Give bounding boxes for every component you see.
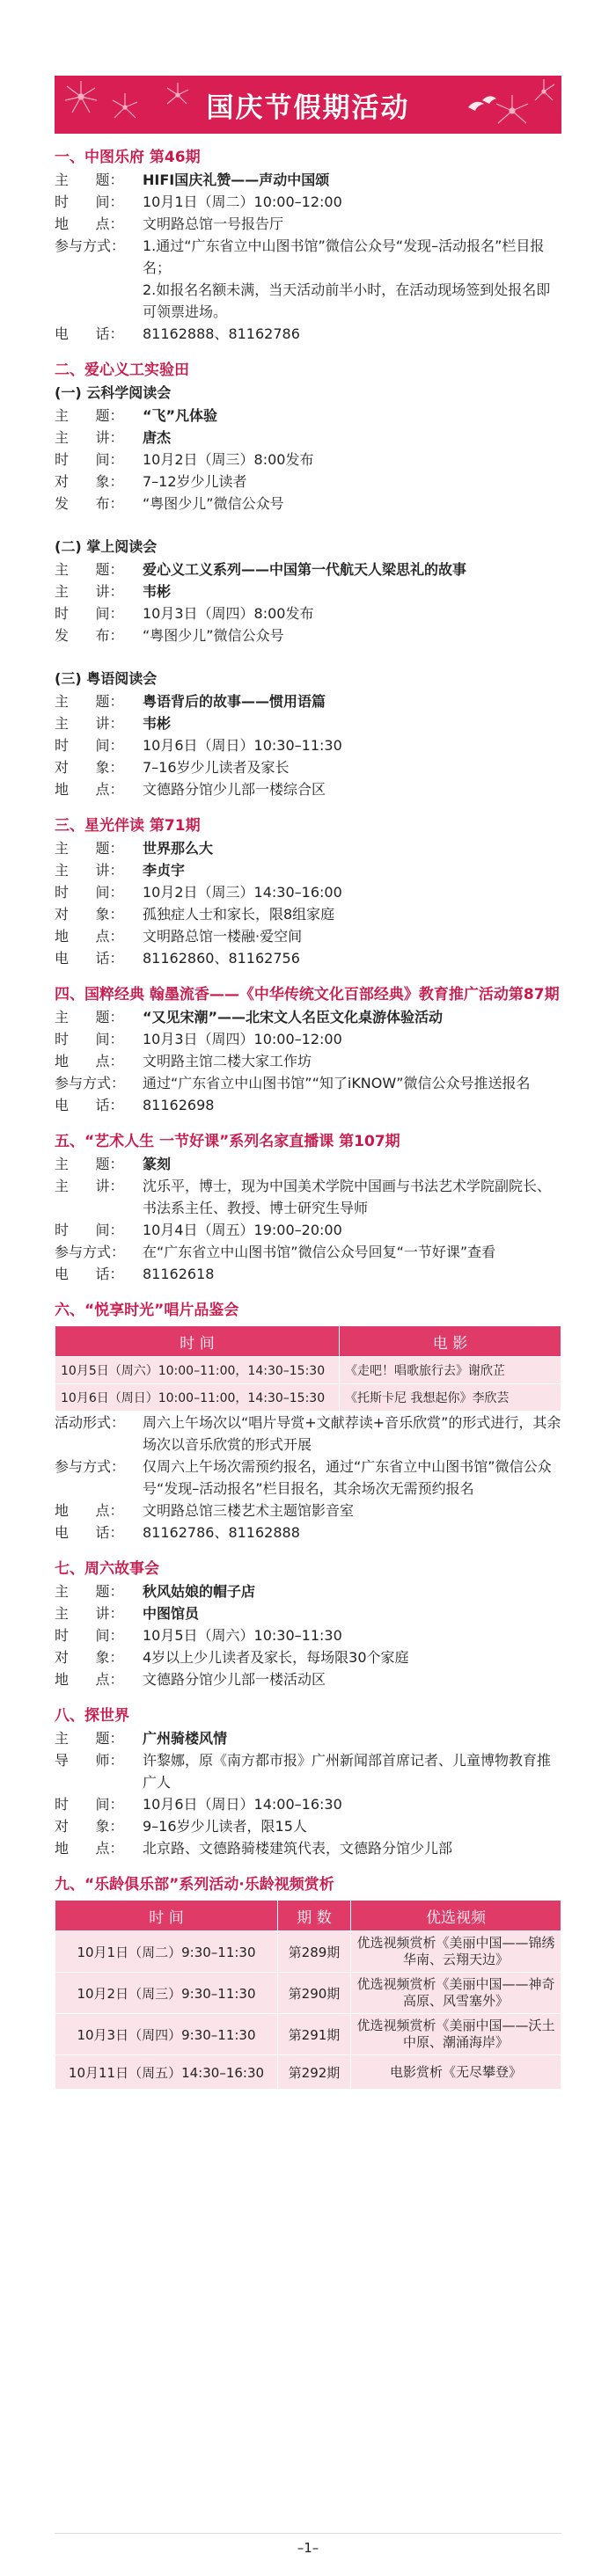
row-value: 粤语背后的故事——惯用语篇 — [143, 693, 326, 710]
row-label: 主 题： — [55, 693, 124, 710]
info-row — [55, 1006, 561, 1028]
section-4 — [55, 983, 561, 1116]
table-cell: 10月3日（周四）9:30–11:30 — [55, 2014, 278, 2055]
row-value: “飞”凡体验 — [143, 407, 218, 424]
row-value: 韦彬 — [143, 715, 172, 732]
info-row — [55, 1727, 561, 1749]
row-value: 秋风姑娘的帽子店 — [143, 1583, 256, 1600]
row-label: 主 题： — [55, 1730, 124, 1747]
table-cell: 优选视频赏析《美丽中国——沃土中原、潮涌海岸》 — [351, 2014, 561, 2055]
row-value: 81162698 — [143, 1097, 215, 1113]
info-row — [55, 690, 561, 712]
row-label: 主 讲： — [55, 429, 124, 446]
info-row — [55, 471, 561, 493]
info-row — [55, 405, 561, 427]
row-label: 地 点： — [55, 1053, 124, 1069]
row-label: 主 题： — [55, 171, 124, 188]
row-label: 主 题： — [55, 1156, 124, 1172]
row-value: 篆刻 — [143, 1156, 172, 1172]
row-value: 9–16岁少儿读者，限15人 — [143, 1818, 307, 1835]
row-value: 81162786、81162888 — [143, 1524, 300, 1541]
table-cell: 《走吧！唱歌旅行去》谢欣芷 — [340, 1357, 561, 1384]
row-value: 周六上午场次以“唱片导赏+文献荐读+音乐欣赏”的形式进行，其余场次以音乐欣赏的形式开展 — [143, 1414, 561, 1453]
info-row — [55, 837, 561, 859]
row-value: 许黎娜，原《南方都市报》广州新闻部首席记者、儿童博物教育推广人 — [143, 1752, 552, 1791]
info-row — [55, 1749, 561, 1793]
section-title: 五、“艺术人生 一节好课”系列名家直播课 第107期 — [55, 1133, 400, 1150]
row-value: 韦彬 — [143, 583, 172, 600]
row-label: 地 点： — [55, 1502, 124, 1519]
video-table — [55, 1900, 561, 2090]
row-value: 在“广东省立中山图书馆”微信公众号回复“一节好课”查看 — [143, 1244, 496, 1260]
row-value: 文明路总馆三楼艺术主题馆影音室 — [143, 1502, 355, 1519]
section-title: 八、探世界 — [55, 1707, 129, 1725]
row-label: 主 题： — [55, 840, 124, 857]
row-label: 对 象： — [55, 1818, 124, 1835]
info-row — [55, 734, 561, 756]
info-row — [55, 1050, 561, 1072]
section-title: 一、中图乐府 第46期 — [55, 149, 201, 166]
section-title: 七、周六故事会 — [55, 1560, 159, 1578]
row-value: 10月5日（周六）10:30–11:30 — [143, 1627, 342, 1644]
info-row — [55, 1522, 561, 1543]
row-label: 参与方式： — [55, 1244, 126, 1260]
row-value: 广州骑楼风情 — [143, 1730, 228, 1747]
row-value: “粤图少儿”微信公众号 — [143, 627, 284, 644]
row-value: 孤独症人士和家长，限8组家庭 — [143, 906, 335, 923]
sub-title: (一) 云科学阅读会 — [55, 384, 172, 401]
row-value: “又见宋潮”——北宋文人名臣文化桌游体验活动 — [143, 1009, 444, 1025]
info-row — [55, 602, 561, 624]
table-cell: 10月2日（周三）9:30–11:30 — [55, 1973, 278, 2014]
table-header: 电 影 — [340, 1326, 561, 1357]
info-row — [55, 235, 561, 323]
section-5 — [55, 1130, 561, 1285]
section-6 — [55, 1299, 561, 1543]
row-label: 地 点： — [55, 1840, 124, 1857]
table-cell: 第291期 — [278, 2014, 351, 2055]
row-value: 81162888、81162786 — [143, 325, 300, 342]
info-row — [55, 169, 561, 191]
info-row — [55, 493, 561, 514]
row-label: 对 象： — [55, 1649, 124, 1666]
activity-list — [55, 146, 561, 2104]
row-label: 主 题： — [55, 1583, 124, 1600]
row-label: 主 题： — [55, 1009, 124, 1025]
table-cell: 优选视频赏析《美丽中国——锦绣华南、云翔天边》 — [351, 1931, 561, 1973]
row-value: HIFI国庆礼赞——声动中国颂 — [143, 171, 330, 188]
row-label: 电 话： — [55, 325, 124, 342]
info-row — [55, 1646, 561, 1668]
row-label: 主 题： — [55, 561, 124, 578]
row-value: “粤图少儿”微信公众号 — [143, 495, 284, 512]
row-value: 10月1日（周二）10:00–12:00 — [143, 193, 342, 210]
table-row — [55, 2055, 561, 2090]
row-label: 时 间： — [55, 1031, 124, 1047]
info-row — [55, 881, 561, 903]
row-label: 主 讲： — [55, 1178, 124, 1194]
info-row — [55, 213, 561, 235]
info-row — [55, 925, 561, 947]
row-label: 时 间： — [55, 1222, 124, 1238]
section-7 — [55, 1558, 561, 1690]
info-row — [55, 1793, 561, 1815]
row-label: 时 间： — [55, 451, 124, 468]
info-row — [55, 1072, 561, 1094]
table-cell: 第292期 — [278, 2055, 351, 2090]
row-value: 文明路主馆二楼大家工作坊 — [143, 1053, 312, 1069]
row-value: 文明路总馆一号报告厅 — [143, 215, 284, 232]
table-cell: 第290期 — [278, 1973, 351, 2014]
row-label: 对 象： — [55, 759, 124, 776]
row-label: 时 间： — [55, 1796, 124, 1813]
info-row — [55, 580, 561, 602]
table-header: 期 数 — [278, 1901, 351, 1931]
info-row — [55, 1028, 561, 1050]
info-row — [55, 323, 561, 345]
row-value: 10月3日（周四）8:00发布 — [143, 605, 314, 622]
section-title: 二、爱心义工实验田 — [55, 361, 189, 379]
sub-title: (三) 粤语阅读会 — [55, 670, 158, 687]
section-title: 四、国粹经典 翰墨流香——《中华传统文化百部经典》教育推广活动第87期 — [55, 986, 560, 1003]
row-label: 主 题： — [55, 407, 124, 424]
section-1 — [55, 146, 561, 345]
row-value: 仅周六上午场次需预约报名，通过“广东省立中山图书馆”微信公众号“发现–活动报名”栏目报名，其余场次无需预约报名 — [143, 1458, 552, 1497]
row-value: 10月3日（周四）10:00–12:00 — [143, 1031, 342, 1047]
row-value: 唐杰 — [143, 429, 172, 446]
row-label: 电 话： — [55, 1266, 124, 1282]
row-label: 时 间： — [55, 737, 124, 754]
table-cell: 电影赏析《无尽攀登》 — [351, 2055, 561, 2090]
row-label: 地 点： — [55, 781, 124, 798]
row-label: 导 师： — [55, 1752, 124, 1769]
row-label: 参与方式： — [55, 1075, 126, 1091]
info-row — [55, 449, 561, 471]
section-title: 六、“悦享时光”唱片品鉴会 — [55, 1302, 239, 1319]
row-value: 通过“广东省立中山图书馆”“知了iKNOW”微信公众号推送报名 — [143, 1075, 531, 1091]
row-label: 地 点： — [55, 928, 124, 945]
row-value: 沈乐平，博士，现为中国美术学院中国画与书法艺术学院副院长、书法系主任、教授、博士研究生导师 — [143, 1178, 552, 1216]
section-title: 九、“乐龄俱乐部”系列活动·乐龄视频赏析 — [55, 1876, 334, 1894]
section-title: 三、星光伴读 第71期 — [55, 817, 201, 835]
table-cell: 10月6日（周日）10:00–11:00，14:30–15:30 — [55, 1384, 340, 1412]
row-value: 文德路分馆少儿部一楼活动区 — [143, 1671, 326, 1688]
row-label: 参与方式： — [55, 237, 126, 254]
row-value: 4岁以上少儿读者及家长，每场限30个家庭 — [143, 1649, 409, 1666]
info-row — [55, 1837, 561, 1859]
section-9 — [55, 1873, 561, 2090]
table-header-row — [55, 1901, 561, 1931]
info-row — [55, 1263, 561, 1285]
table-cell: 第289期 — [278, 1931, 351, 1973]
table-cell: 10月11日（周五）14:30–16:30 — [55, 2055, 278, 2090]
row-label: 时 间： — [55, 1627, 124, 1644]
info-row — [55, 1602, 561, 1624]
info-row — [55, 756, 561, 778]
info-row — [55, 903, 561, 925]
row-label: 主 讲： — [55, 1605, 124, 1622]
row-label: 电 话： — [55, 1097, 124, 1113]
table-cell: 《托斯卡尼 我想起你》李欣芸 — [340, 1384, 561, 1412]
row-value: 81162618 — [143, 1266, 215, 1282]
table-header: 时 间 — [55, 1326, 340, 1357]
info-row — [55, 1241, 561, 1263]
info-row — [55, 778, 561, 800]
table-row — [55, 1384, 561, 1412]
table-cell: 10月1日（周二）9:30–11:30 — [55, 1931, 278, 1973]
row-value: 7–12岁少儿读者 — [143, 473, 247, 490]
info-row — [55, 1412, 561, 1456]
table-row — [55, 1931, 561, 1973]
table-header-row — [55, 1326, 561, 1357]
row-value: 文德路分馆少儿部一楼综合区 — [143, 781, 326, 798]
info-row — [55, 1500, 561, 1522]
row-label: 地 点： — [55, 1671, 124, 1688]
row-value: 10月2日（周三）14:30–16:00 — [143, 884, 342, 901]
table-row — [55, 1357, 561, 1384]
info-row — [55, 1815, 561, 1837]
row-label: 电 话： — [55, 1524, 124, 1541]
row-value: 李贞宇 — [143, 862, 186, 879]
row-label: 主 讲： — [55, 583, 124, 600]
table-row — [55, 1973, 561, 2014]
row-label: 地 点： — [55, 215, 124, 232]
title-banner — [55, 76, 561, 134]
info-row — [55, 1175, 561, 1219]
row-value: 10月4日（周五）19:00–20:00 — [143, 1222, 342, 1238]
row-label: 对 象： — [55, 473, 124, 490]
info-row — [55, 1580, 561, 1602]
row-label: 主 讲： — [55, 715, 124, 732]
row-label: 活动形式： — [55, 1414, 126, 1431]
row-label: 时 间： — [55, 605, 124, 622]
row-value: 10月2日（周三）8:00发布 — [143, 451, 314, 468]
row-label: 发 布： — [55, 495, 124, 512]
row-value: 10月6日（周日）10:30–11:30 — [143, 737, 342, 754]
section-3 — [55, 814, 561, 969]
row-label: 时 间： — [55, 193, 124, 210]
table-row — [55, 2014, 561, 2055]
section-2 — [55, 359, 561, 800]
info-row — [55, 712, 561, 734]
row-value: 81162860、81162756 — [143, 950, 300, 967]
info-row — [55, 427, 561, 449]
info-row — [55, 1153, 561, 1175]
record-table — [55, 1325, 561, 1412]
info-row — [55, 1668, 561, 1690]
divider — [55, 2533, 561, 2534]
row-label: 参与方式： — [55, 1458, 126, 1475]
section-8 — [55, 1704, 561, 1859]
row-value: 世界那么大 — [143, 840, 214, 857]
row-value: 文明路总馆一楼融·爱空间 — [143, 928, 303, 945]
row-value: 中图馆员 — [143, 1605, 200, 1622]
info-row — [55, 558, 561, 580]
info-row — [55, 1219, 561, 1241]
info-row — [55, 624, 561, 646]
info-row — [55, 1624, 561, 1646]
row-value: 北京路、文德路骑楼建筑代表，文德路分馆少儿部 — [143, 1840, 453, 1857]
sub-title: (二) 掌上阅读会 — [55, 538, 158, 555]
row-value: 爱心义工义系列——中国第一代航天人梁思礼的故事 — [143, 561, 467, 578]
row-label: 电 话： — [55, 950, 124, 967]
info-row — [55, 859, 561, 881]
table-cell: 优选视频赏析《美丽中国——神奇高原、风雪塞外》 — [351, 1973, 561, 2014]
row-label: 对 象： — [55, 906, 124, 923]
info-row — [55, 1456, 561, 1500]
table-header: 时 间 — [55, 1901, 278, 1931]
info-row — [55, 947, 561, 969]
page-title: 国庆节假期活动 — [206, 91, 410, 124]
table-cell: 10月5日（周六）10:00–11:00，14:30–15:30 — [55, 1357, 340, 1384]
info-row — [55, 191, 561, 213]
row-label: 主 讲： — [55, 862, 124, 879]
info-row — [55, 1094, 561, 1116]
row-value: 1.通过“广东省立中山图书馆”微信公众号“发现–活动报名”栏目报名； 2.如报名名额未满，当天活动前半小时，在活动现场签到处报名即可领票进场。 — [143, 237, 551, 320]
page-number: –1– — [297, 2540, 319, 2556]
row-value: 10月6日（周日）14:00–16:30 — [143, 1796, 342, 1813]
row-value: 7–16岁少儿读者及家长 — [143, 759, 290, 776]
row-label: 时 间： — [55, 884, 124, 901]
row-label: 发 布： — [55, 627, 124, 644]
table-header: 优选视频 — [351, 1901, 561, 1931]
